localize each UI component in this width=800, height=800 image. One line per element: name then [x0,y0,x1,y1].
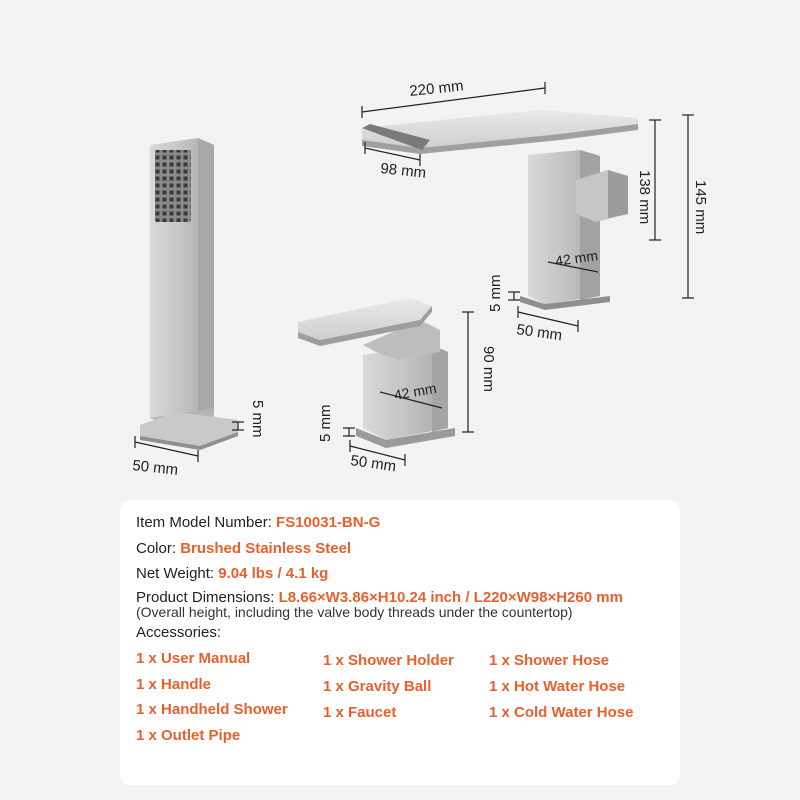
shower-nozzle-grid [155,150,191,222]
faucet-body-label: 42 mm [554,247,599,269]
valve-base-height-label: 5 mm [317,404,334,442]
color-value: Brushed Stainless Steel [180,540,352,557]
accessory-item: 1 x Gravity Ball [323,678,432,695]
valve-base-width-label: 50 mm [349,452,398,476]
accessory-item: 1 x Faucet [323,704,397,721]
valve-body-label: 42 mm [392,379,438,403]
accessory-item: 1 x Hot Water Hose [489,678,626,695]
color-label: Color: [136,540,181,557]
model-label: Item Model Number: [136,514,277,531]
weight-value: 9.04 lbs / 4.1 kg [218,565,329,582]
weight-row [136,565,328,582]
handheld-shower-drawing [140,138,238,450]
faucet-spout-label: 98 mm [379,160,427,182]
accessory-item: 1 x Handle [136,676,212,693]
accessory-item: 1 x User Manual [136,650,251,667]
faucet-base-width-label: 50 mm [515,321,564,345]
faucet-total-height-label: 145 mm [692,180,709,235]
model-row [136,514,380,531]
accessories-title: Accessories: [136,624,222,641]
accessory-item: 1 x Handheld Shower [136,701,288,718]
accessory-item: 1 x Outlet Pipe [136,727,241,744]
dimensions-value: L8.66×W3.86×H10.24 inch / L220×W98×H260 mm [278,589,623,606]
weight-label: Net Weight: [136,565,219,582]
shower-base-height-label: 5 mm [249,400,266,438]
accessory-item: 1 x Shower Holder [323,652,454,669]
valve-height-label: 90 mm [480,346,497,392]
faucet-length-label: 220 mm [408,77,465,100]
faucet-height-label: 138 mm [636,170,653,225]
faucet-base-height-label: 5 mm [487,274,504,312]
color-row [136,540,351,557]
dimensions-label: Product Dimensions: [136,589,279,606]
accessory-item: 1 x Shower Hose [489,652,610,669]
model-value: FS10031-BN-G [276,514,381,531]
shower-base-width-label: 50 mm [131,457,179,479]
accessory-item: 1 x Cold Water Hose [489,704,634,721]
spec-card [120,500,680,785]
height-note: (Overall height, including the valve body threads under the countertop) [136,604,573,620]
